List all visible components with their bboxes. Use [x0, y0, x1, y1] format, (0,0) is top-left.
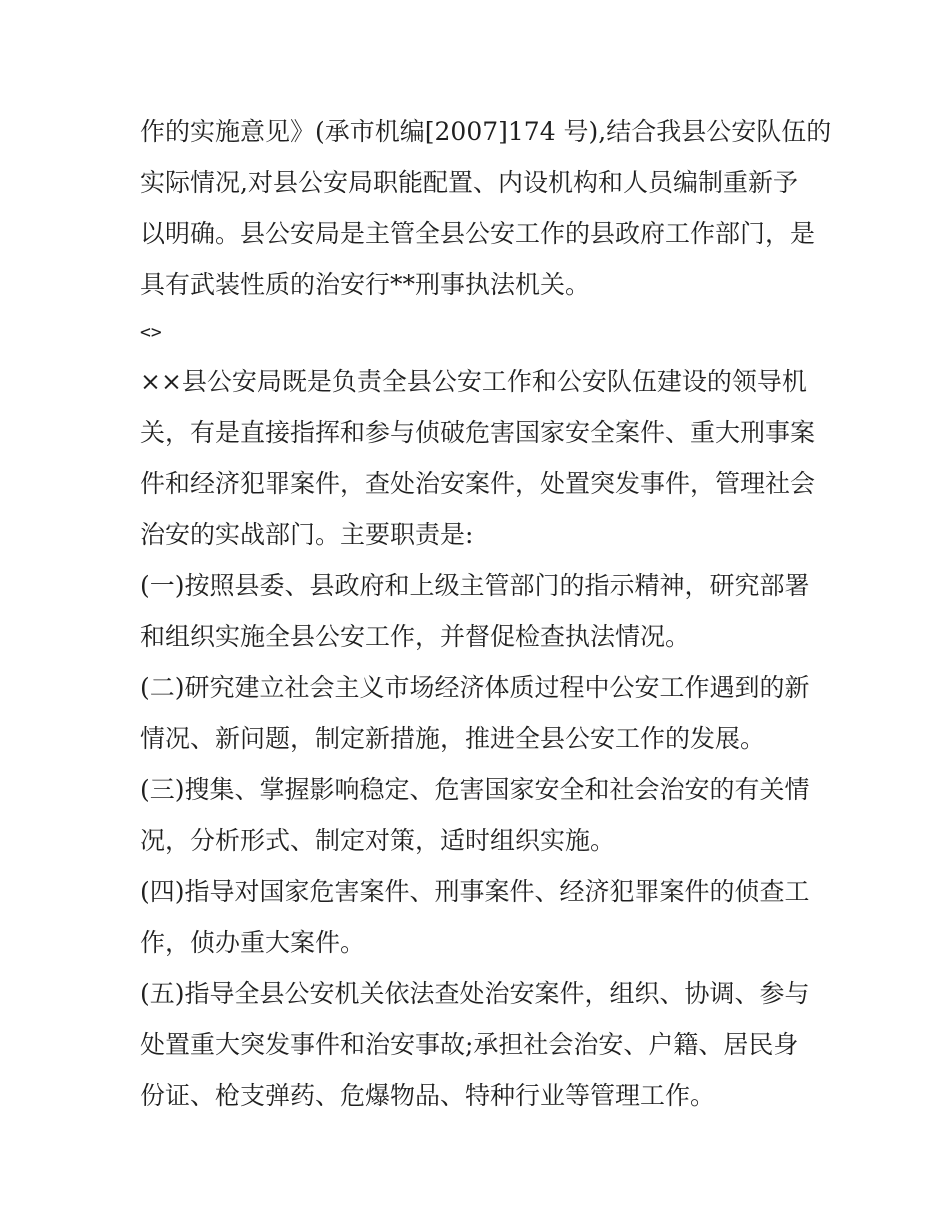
text-line: (三)搜集、掌握影响稳定、危害国家安全和社会治安的有关情 [140, 775, 810, 804]
text-line: 处置重大突发事件和治安事故;承担社会治安、户籍、居民身 [140, 1030, 799, 1059]
text-line: 关，有是直接指挥和参与侦破危害国家安全案件、重大刑事案 [140, 418, 816, 447]
text-line: 份证、枪支弹药、危爆物品、特种行业等管理工作。 [140, 1081, 716, 1110]
text-line: (一)按照县委、县政府和上级主管部门的指示精神，研究部署 [140, 571, 810, 600]
text-line: 况，分析形式、制定对策，适时组织实施。 [140, 826, 616, 855]
document-body [140, 106, 832, 1121]
text-line: 和组织实施全县公安工作，并督促检查执法情况。 [140, 622, 691, 651]
text-line: 作，侦办重大案件。 [140, 928, 366, 957]
text-line: 情况、新问题，制定新措施，推进全县公安工作的发展。 [140, 724, 766, 753]
text-line: (五)指导全县公安机关依法查处治安案件，组织、协调、参与 [140, 979, 810, 1008]
text-line: 件和经济犯罪案件，查处治安案件，处置突发事件，管理社会 [140, 469, 816, 498]
text-line: 以明确。县公安局是主管全县公安工作的县政府工作部门，是 [140, 219, 816, 248]
text-line: 治安的实战部门。主要职责是: [140, 520, 474, 549]
text-line: (四)指导对国家危害案件、刑事案件、经济犯罪案件的侦查工 [140, 877, 810, 906]
text-line: 具有武装性质的治安行**刑事执法机关。 [140, 270, 591, 299]
text-line: 作的实施意见》(承市机编[2007]174 号),结合我县公安队伍的 [140, 117, 832, 146]
text-line: 实际情况,对县公安局职能配置、内设机构和人员编制重新予 [140, 168, 798, 197]
placeholder-marker: <> [140, 322, 162, 343]
text-line: ××县公安局既是负责全县公安工作和公安队伍建设的领导机 [140, 367, 807, 396]
text-line: (二)研究建立社会主义市场经济体质过程中公安工作遇到的新 [140, 673, 810, 702]
